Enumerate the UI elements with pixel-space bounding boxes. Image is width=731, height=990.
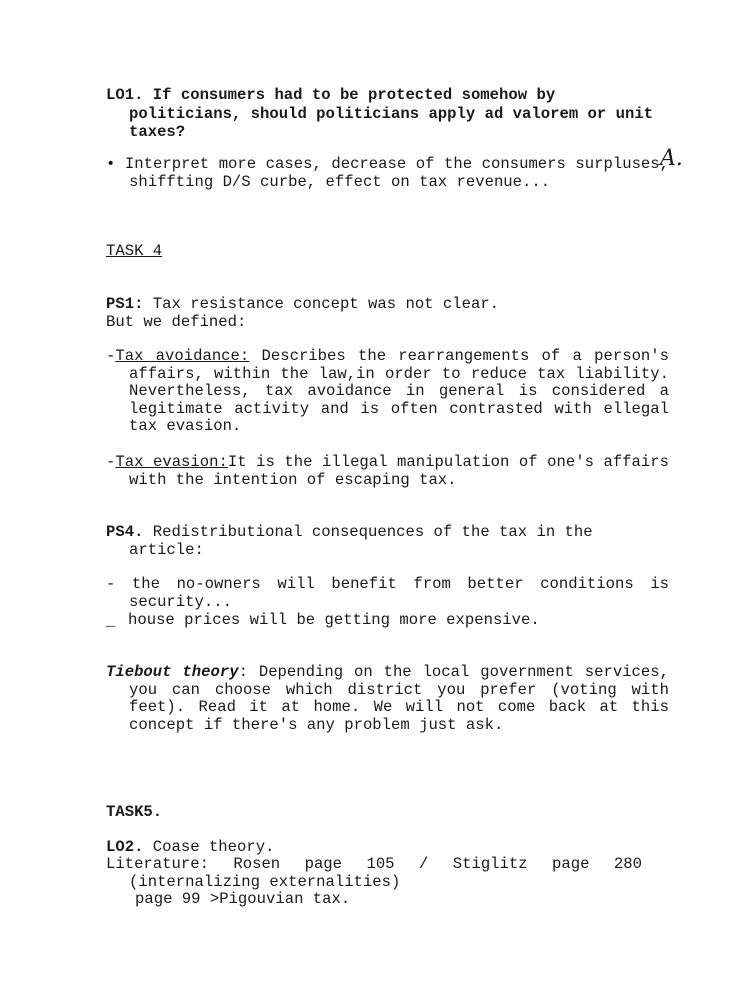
literature-sub: (internalizing externalities)	[129, 873, 401, 891]
tax-evasion-text: It is the illegal manipulation of one's affairs with the intention of escaping tax.	[129, 453, 669, 489]
ps4-item-2-marker: _	[106, 612, 116, 630]
tax-avoidance-item: -Tax avoidance: Describes the rearrangements of a person's affairs, within the law,in order to reduce tax liability. Nevertheless, tax avoidance in general is considered a legitimate activity and is often contrasted with ellegal tax evasion.	[106, 347, 669, 436]
task5-title: TASK5.	[106, 803, 163, 821]
tiebout-label: Tiebout theory	[106, 663, 239, 681]
tiebout-text: : Depending on the local government services, you can choose which district you prefer (voting with feet). Read it at home. We will not come back at this concept if there's any problem just ask.	[129, 663, 669, 734]
ps4-text: Redistributional consequences of the tax in the article:	[129, 523, 593, 559]
lo1-bullet-item	[106, 156, 669, 191]
ps4-label: PS4.	[106, 523, 144, 541]
lo1-heading: LO1. If consumers had to be protected somehow by politicians, should politicians apply ad valorem or unit taxes?	[106, 86, 654, 141]
ps4-item-2-text: house prices will be getting more expensive.	[128, 611, 540, 629]
lo2-text: Coase theory.	[143, 838, 275, 856]
literature-line: Literature: Rosen page 105 / Stiglitz page 280	[106, 855, 642, 873]
ps1-paragraph	[106, 296, 646, 331]
handwritten-mark: A.	[660, 146, 683, 171]
tiebout-paragraph	[106, 664, 669, 734]
literature-sub2: page 99 >Pigouvian tax.	[135, 890, 351, 908]
tax-evasion-label: Tax evasion:	[115, 453, 228, 471]
ps4-paragraph	[106, 524, 669, 559]
tax-evasion-item: -Tax evasion:It is the illegal manipulation of one's affairs with the intention of escaping tax.	[106, 453, 669, 489]
ps1-line2: But we defined:	[106, 312, 247, 331]
bullet-marker: •	[106, 155, 116, 173]
task4-title: TASK 4	[106, 242, 163, 260]
tax-avoidance-text: Describes the rearrangements of a person's affairs, within the law,in order to reduce tax liability. Nevertheless, tax avoidance in general is considered a legitimate activity and is often contrasted with ellegal tax evasion.	[129, 347, 669, 436]
lo1-bullet-text: Interpret more cases, decrease of the consumers surpluses, shiffting D/S curbe, effect on tax revenue...	[124, 155, 669, 191]
ps1-label: PS1:	[106, 295, 144, 313]
ps4-item-1: - the no-owners will benefit from better conditions is security...	[106, 575, 669, 611]
lo2-line	[106, 839, 646, 857]
lo2-label: LO2.	[106, 838, 144, 856]
ps1-text: Tax resistance concept was not clear.	[143, 295, 500, 313]
tax-avoidance-label: Tax avoidance:	[115, 347, 250, 365]
